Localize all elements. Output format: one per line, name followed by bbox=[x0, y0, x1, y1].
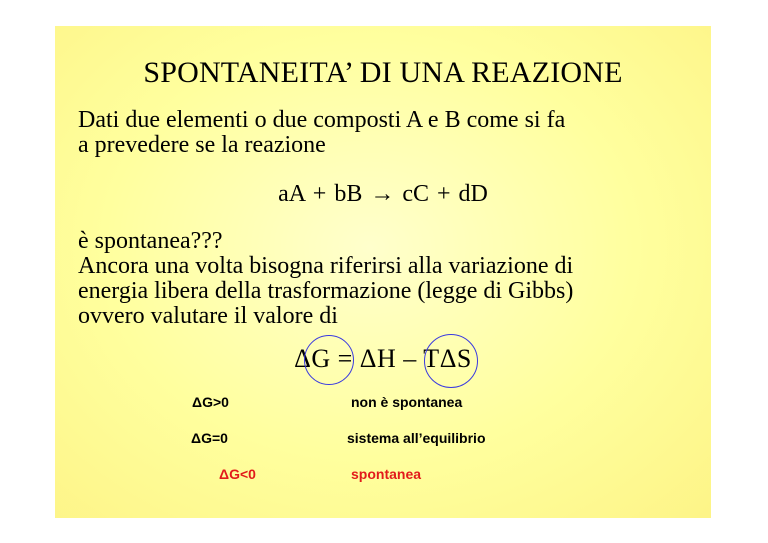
body-paragraph bbox=[78, 229, 698, 329]
condition-positive-expr: ΔG>0 bbox=[192, 394, 229, 410]
gibbs-equation: ΔG = ΔH – TΔS bbox=[294, 344, 472, 373]
body-line-2: Ancora una volta bisogna riferirsi alla variazione di bbox=[78, 253, 574, 279]
intro-line-1: Dati due elementi o due composti A e B come si fa bbox=[78, 107, 566, 133]
body-line-3: energia libera della trasformazione (legge di Gibbs) bbox=[78, 278, 574, 304]
condition-negative-expr: ΔG<0 bbox=[219, 466, 256, 482]
condition-positive-meaning: non è spontanea bbox=[351, 394, 463, 410]
intro-line-2: a prevedere se la reazione bbox=[78, 132, 326, 158]
condition-zero-expr: ΔG=0 bbox=[191, 430, 228, 446]
enthalpy-highlight-circle bbox=[304, 335, 354, 385]
reaction-equation: aA + bB → cC + dD bbox=[278, 181, 488, 207]
body-line-1: è spontanea??? bbox=[78, 228, 223, 254]
slide bbox=[55, 26, 711, 518]
condition-zero-meaning: sistema all’equilibrio bbox=[347, 430, 486, 446]
slide-title: SPONTANEITA’ DI UNA REAZIONE bbox=[143, 56, 623, 89]
intro-paragraph bbox=[78, 108, 698, 158]
entropy-highlight-circle bbox=[424, 334, 478, 388]
body-line-4: ovvero valutare il valore di bbox=[78, 303, 338, 329]
condition-negative-meaning: spontanea bbox=[351, 466, 422, 482]
